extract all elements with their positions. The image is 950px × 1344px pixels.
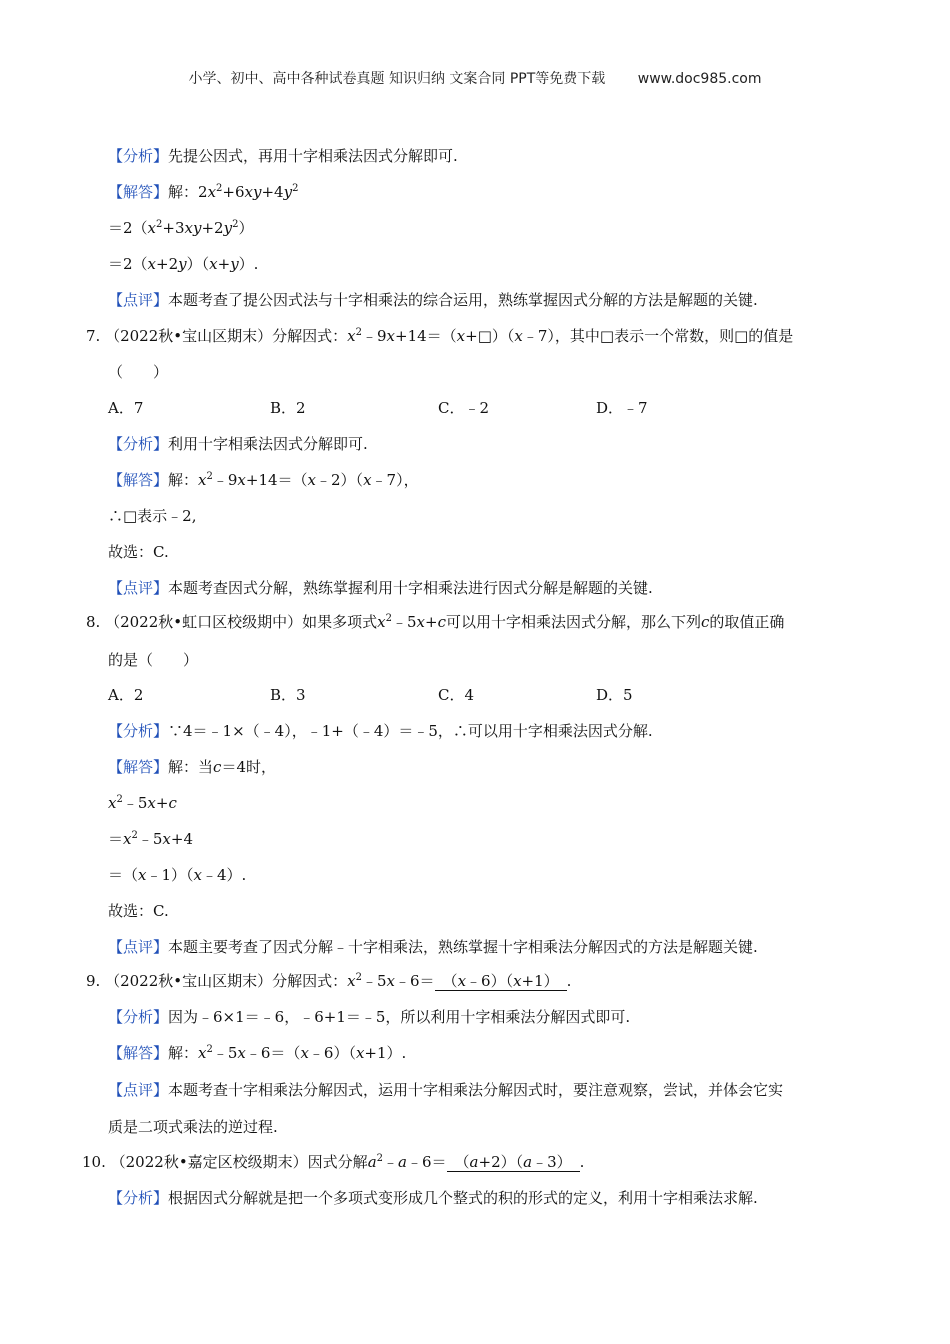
q9-stem: 9. （2022秋•宝山区期末）分解因式：$x^2﹣5x﹣6=$ （x﹣6）（x+1） .	[86, 972, 572, 990]
q8-choice: 故选：C.	[108, 902, 169, 920]
q8-stem: 8. （2022秋•虹口区校级期中）如果多项式$x^2﹣5x+c$可以用十字相乘法因式分解，那么下列c的取值正确	[86, 613, 785, 631]
q7-review: 【点评】本题考查因式分解，熟练掌握利用十字相乘法进行因式分解是解题的关键.	[108, 579, 653, 597]
header-site: www.doc985.com	[637, 71, 762, 87]
q7-options	[108, 398, 648, 418]
q9-analysis: 【分析】因为﹣6×1＝﹣6，﹣6+1＝﹣5，所以利用十字相乘法分解因式即可.	[108, 1008, 631, 1026]
q10-analysis: 【分析】根据因式分解就是把一个多项式变形成几个整式的积的形式的定义，利用十字相乘法求解.	[108, 1189, 758, 1207]
q7-option-b: B．2	[270, 399, 306, 417]
q9-solution: 【解答】解：$x^2﹣5x﹣6=(x﹣6)(x+1)$.	[108, 1044, 407, 1062]
q6-review: 【点评】本题考查了提公因式法与十字相乘法的综合运用，熟练掌握因式分解的方法是解题的关键.	[108, 291, 758, 309]
q7-option-c: C．﹣2	[438, 399, 490, 417]
q10-answer-blank: （a+2）（a﹣3）	[447, 1153, 580, 1172]
q8-option-d: D．5	[596, 686, 633, 704]
q8-option-a: A．2	[108, 686, 144, 704]
q8-solution-line4: ＝（x﹣1）（x﹣4）.	[108, 866, 247, 884]
q7-stem: 7. （2022秋•宝山区期末）分解因式：$x^2﹣9x+14=(x+□)(x﹣7)$，其中□表示一个常数，则□的值是	[86, 327, 794, 345]
q8-analysis: 【分析】∵4＝﹣1×（﹣4），﹣1+（﹣4）＝﹣5，∴可以用十字相乘法因式分解.	[108, 722, 653, 740]
q8-stem-line2: 的是（ ）	[108, 651, 199, 669]
q7-therefore: ∴□表示﹣2,	[108, 507, 197, 525]
q8-option-b: B．3	[270, 686, 306, 704]
q6-solution-line2: $=2(x^2+3xy+2y^2)$	[108, 219, 254, 237]
q6-solution-line3: ＝2（x+2y）（x+y）.	[108, 255, 259, 273]
q7-option-d: D．﹣7	[596, 399, 648, 417]
q6-analysis: 【分析】先提公因式，再用十字相乘法因式分解即可.	[108, 147, 458, 165]
q7-choice: 故选：C.	[108, 543, 169, 561]
q7-solution: 【解答】解：$x^2﹣9x+14=(x﹣2)(x﹣7)$，	[108, 471, 419, 489]
q8-solution-line3: $=x^2﹣5x+4$	[108, 830, 193, 848]
page-header	[0, 68, 950, 88]
q8-options	[108, 685, 633, 705]
q9-review: 【点评】本题考查十字相乘法分解因式，运用十字相乘法分解因式时，要注意观察，尝试，并体会它实	[108, 1081, 784, 1099]
q9-answer-blank: （x﹣6）（x+1）	[435, 972, 567, 991]
q9-review-line2: 质是二项式乘法的逆过程.	[108, 1118, 278, 1136]
q6-solution-line1: 【解答】解：$2x^2+6xy+4y^2$	[108, 183, 299, 201]
q7-paren: （ ）	[108, 363, 169, 381]
q8-solution-line2: $x^2﹣5x+c$	[108, 794, 177, 812]
header-text: 小学、初中、高中各种试卷真题 知识归纳 文案合同 PPT等免费下载	[188, 71, 606, 87]
q7-analysis: 【分析】利用十字相乘法因式分解即可.	[108, 435, 368, 453]
q7-option-a: A．7	[108, 399, 144, 417]
q8-option-c: C．4	[438, 686, 475, 704]
q10-stem: 10. （2022秋•嘉定区校级期末）因式分解$a^2﹣a﹣6=$ （a+2）（a﹣3） .	[82, 1153, 585, 1171]
q8-review: 【点评】本题主要考查了因式分解﹣十字相乘法，熟练掌握十字相乘法分解因式的方法是解题关键.	[108, 938, 758, 956]
q8-solution-line1: 【解答】解：当c＝4时，	[108, 758, 276, 776]
